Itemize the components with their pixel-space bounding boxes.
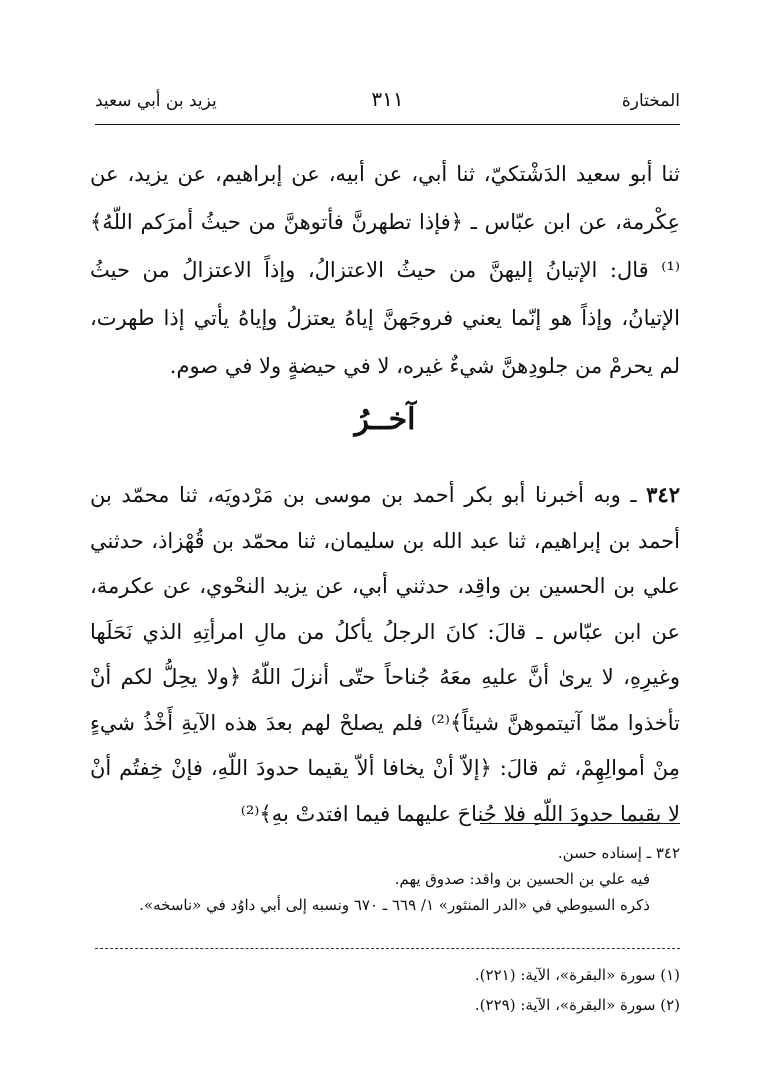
section-heading: آخــرُ (354, 402, 416, 437)
hadith-entry (90, 472, 680, 837)
footnote: (١) سورة «البقرة»، الآية: (٢٢١). (474, 966, 680, 984)
footnote: (٢) سورة «البقرة»، الآية: (٢٢٩). (474, 996, 680, 1014)
commentary-line: ٣٤٢ ـ إسناده حسن. (557, 844, 680, 862)
commentary-line: فيه علي بن الحسين بن واقد: صدوق يهم. (394, 870, 650, 888)
header-rule (95, 124, 680, 125)
footnote-separator (95, 948, 680, 949)
chapter-title: يزيد بن أبي سعيد (95, 91, 217, 111)
main-text-block (90, 150, 680, 390)
entry-number: ٣٤٢ (646, 482, 680, 507)
commentary-separator (480, 823, 680, 824)
commentary-line: ذكره السيوطي في «الدر المنثور» ١/ ٦٦٩ ـ ٦٧٠ ونسبه إلى أبي داوُد في «ناسخه». (139, 896, 650, 914)
entry-paragraph (90, 472, 680, 837)
book-title: المختارة (621, 91, 680, 111)
footnotes-block (95, 960, 680, 1020)
entry-text: ـ وبه أخبرنا أبو بكر أحمد بن موسى بن مَرْدويَه، ثنا محمّد بن أحمد بن إبراهيم، ثنا عبد الله بن سليمان، ثنا محمّد بن قُهْزاذ، حدثني علي بن الحسين بن واقِد، حدثني أبي، عن يزيد النحْوي، عن عكرمة، عن ابن عبّاس ـ قالَ: كانَ الرجلُ يأكلُ من مالِ امرأتِهِ الذي نَحَلَها وغيرِهِ، لا يرىٰ أنَّ عليهِ معَهُ جُناحاً حتّى أنزلَ اللّهُ ﴿ولا يحِلُّ لكم أنْ تأخذوا ممّا آتيتموهنَّ شيئاً﴾⁽²⁾ فلم يصلحْ لهم بعدَ هذه الآيةِ أَخْذُ شيءٍ مِنْ أموالِهِمْ، ثم قالَ: ﴿إلاّ أنْ يخافا ألاّ يقيما حدودَ اللّهِ، فإنْ خِفتُم أنْ لا يقيما حدودَ اللّهِ فلا جُناحَ عليهما فيما افتدتْ بهِ﴾⁽²⁾ (90, 483, 680, 826)
paragraph: ثنا أبو سعيد الدَشْتكيّ، ثنا أبي، عن أبيه، عن إبراهيم، عن يزيد، عن عِكْرمة، عن ابن عبّاس ـ ﴿فإذا تطهرنَّ فأتوهنَّ من حيثُ أمرَكم اللّهُ﴾⁽¹⁾ قال: الإتيانُ إليهنَّ من حيثُ الاعتزالُ، وإذاً الاعتزالُ من حيثُ الإتيانُ، وإذاً هو إنّما يعني فروجَهنَّ إياهُ يعتزلُ وإياهُ يأتي إذا طهرت، لم يحرمْ من جلودِهنَّ شيءٌ غيره، لا في حيضةٍ ولا في صوم. (90, 162, 680, 378)
commentary-block (95, 840, 680, 918)
running-head (95, 85, 680, 119)
page-number: ٣١١ (371, 87, 404, 111)
